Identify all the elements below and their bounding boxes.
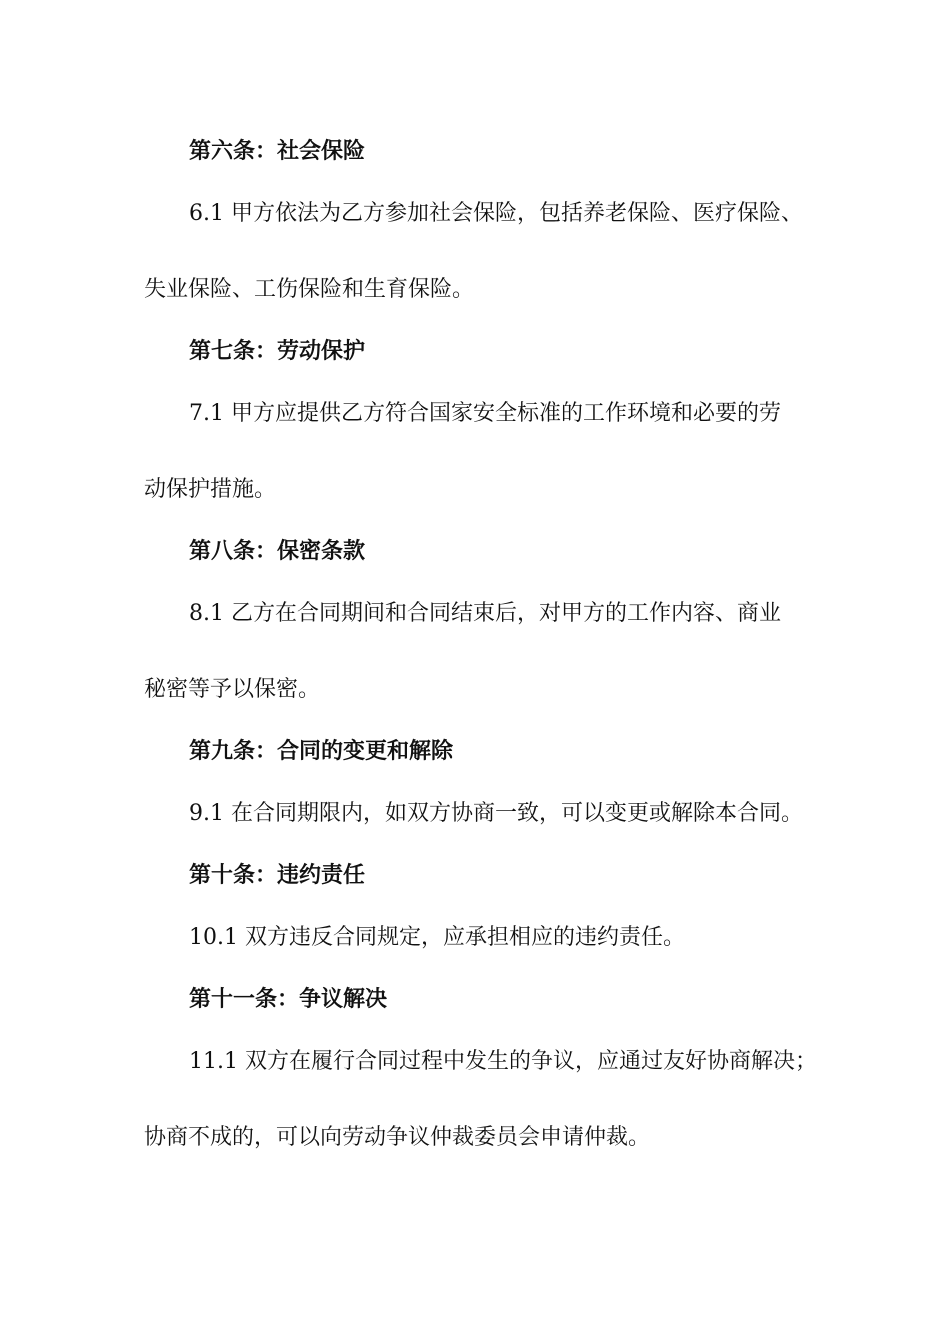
section-heading-9: 第九条：合同的变更和解除: [189, 739, 454, 764]
clause-11-1-line-1: 11.1 双方在履行合同过程中发生的争议，应通过友好协商解决；: [189, 1049, 817, 1074]
clause-8-1-line-2: 秘密等予以保密。: [144, 677, 321, 702]
section-heading-8: 第八条：保密条款: [189, 539, 366, 564]
clause-6-1-line-1: 6.1 甲方依法为乙方参加社会保险，包括养老保险、医疗保险、: [189, 201, 803, 226]
section-heading-6: 第六条：社会保险: [189, 139, 366, 164]
clause-9-1-line-1: 9.1 在合同期限内，如双方协商一致，可以变更或解除本合同。: [189, 801, 803, 826]
clause-7-1-line-2: 动保护措施。: [144, 477, 277, 502]
section-heading-11: 第十一条：争议解决: [189, 987, 388, 1012]
section-heading-10: 第十条：违约责任: [189, 863, 366, 888]
clause-11-1-line-2: 协商不成的，可以向劳动争议仲裁委员会申请仲裁。: [144, 1125, 651, 1150]
clause-10-1-line-1: 10.1 双方违反合同规定，应承担相应的违约责任。: [189, 925, 685, 950]
section-heading-7: 第七条：劳动保护: [189, 339, 366, 364]
clause-7-1-line-1: 7.1 甲方应提供乙方符合国家安全标准的工作环境和必要的劳: [189, 401, 781, 426]
clause-8-1-line-1: 8.1 乙方在合同期间和合同结束后，对甲方的工作内容、商业: [189, 601, 781, 626]
clause-6-1-line-2: 失业保险、工伤保险和生育保险。: [144, 277, 475, 302]
